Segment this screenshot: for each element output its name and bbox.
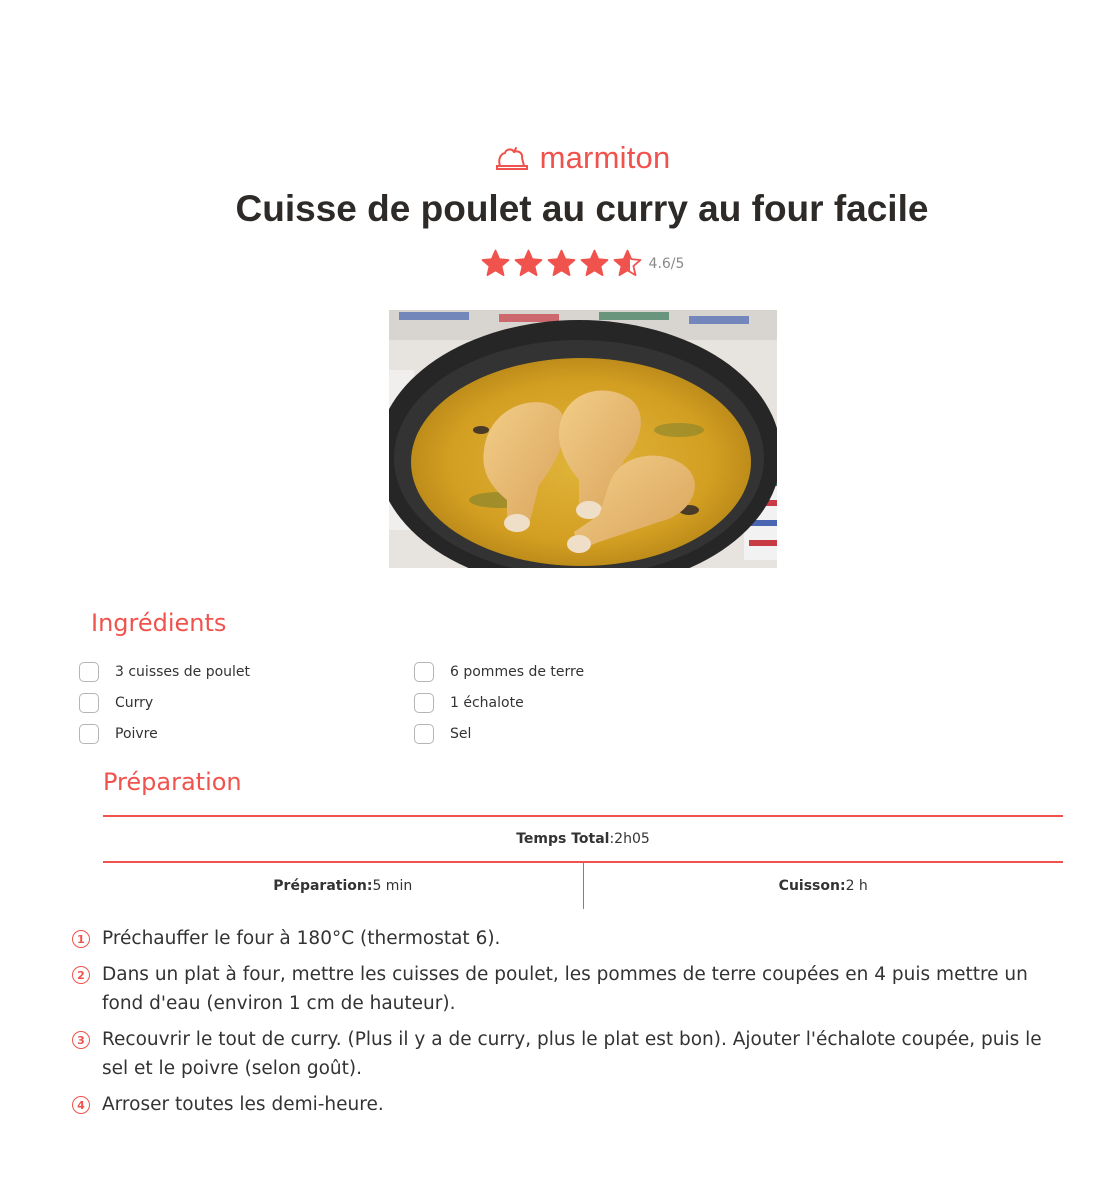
- rating-value: 4.6/5: [648, 255, 685, 272]
- step-text: Dans un plat à four, mettre les cuisses de poulet, les pommes de terre coupées en 4 puis mettre un fond d'eau (environ 1 cm de hauteur).: [102, 964, 1028, 1014]
- chef-hat-icon: [494, 144, 530, 172]
- step-item: [72, 1025, 1072, 1083]
- ingredient-label: 3 cuisses de poulet: [115, 663, 251, 680]
- step-item: [72, 960, 1072, 1018]
- recipe-title: Cuisse de poulet au curry au four facile: [235, 188, 929, 229]
- prep-time-separator: :: [366, 878, 373, 894]
- ingredient-checkbox[interactable]: [414, 662, 434, 682]
- total-time-separator: :: [609, 831, 615, 847]
- ingredient-checkbox[interactable]: [414, 724, 434, 744]
- star-icon: [513, 248, 544, 279]
- star-icon: [579, 248, 610, 279]
- ingredients-title: Ingrédients: [91, 609, 227, 637]
- step-item: [72, 924, 1072, 953]
- step-number: 2: [72, 966, 90, 984]
- ingredient-label: Curry: [115, 694, 154, 711]
- cook-time-value: 2 h: [845, 878, 868, 894]
- prep-time: [103, 863, 584, 909]
- preparation-title: Préparation: [103, 768, 242, 796]
- prep-time-value: 5 min: [372, 878, 413, 894]
- ingredient-label: Sel: [450, 725, 472, 742]
- ingredient-item[interactable]: [79, 656, 414, 687]
- ingredient-item[interactable]: [414, 687, 749, 718]
- rating-stars: [480, 248, 643, 279]
- brand-name[interactable]: marmiton: [539, 140, 671, 175]
- star-icon: [546, 248, 577, 279]
- ingredient-label: Poivre: [115, 725, 158, 742]
- step-text: Recouvrir le tout de curry. (Plus il y a de curry, plus le plat est bon). Ajouter l'échalote coupée, puis le sel et le poivre (selon goût).: [102, 1029, 1042, 1079]
- recipe-rating: [0, 248, 1118, 279]
- ingredients-list: [79, 656, 779, 749]
- times-table: [103, 815, 1063, 909]
- cook-time-separator: :: [839, 878, 846, 894]
- cook-time-label: Cuisson: [778, 878, 840, 894]
- step-text: Préchauffer le four à 180°C (thermostat 6).: [102, 928, 501, 949]
- step-text: Arroser toutes les demi-heure.: [102, 1094, 384, 1115]
- star-icon: [480, 248, 511, 279]
- brand-header: [0, 140, 1118, 176]
- total-time-value: 2h05: [614, 831, 650, 847]
- ingredient-checkbox[interactable]: [79, 724, 99, 744]
- total-time: [103, 817, 1063, 861]
- ingredient-item[interactable]: [414, 656, 749, 687]
- recipe-photo: [389, 310, 777, 568]
- step-item: [72, 1090, 1072, 1119]
- ingredient-item[interactable]: [79, 687, 414, 718]
- prep-time-label: Préparation: [273, 878, 367, 894]
- ingredient-label: 1 échalote: [450, 694, 524, 711]
- step-number: 3: [72, 1031, 90, 1049]
- ingredient-item[interactable]: [79, 718, 414, 749]
- time-breakdown: [103, 863, 1063, 909]
- ingredient-label: 6 pommes de terre: [450, 663, 585, 680]
- step-number: 4: [72, 1096, 90, 1114]
- cook-time: [584, 863, 1064, 909]
- preparation-steps: [72, 924, 1072, 1126]
- ingredient-checkbox[interactable]: [79, 662, 99, 682]
- star-icon: [612, 248, 643, 279]
- step-number: 1: [72, 930, 90, 948]
- ingredient-item[interactable]: [414, 718, 749, 749]
- total-time-label: Temps Total: [516, 831, 610, 847]
- ingredient-checkbox[interactable]: [414, 693, 434, 713]
- ingredient-checkbox[interactable]: [79, 693, 99, 713]
